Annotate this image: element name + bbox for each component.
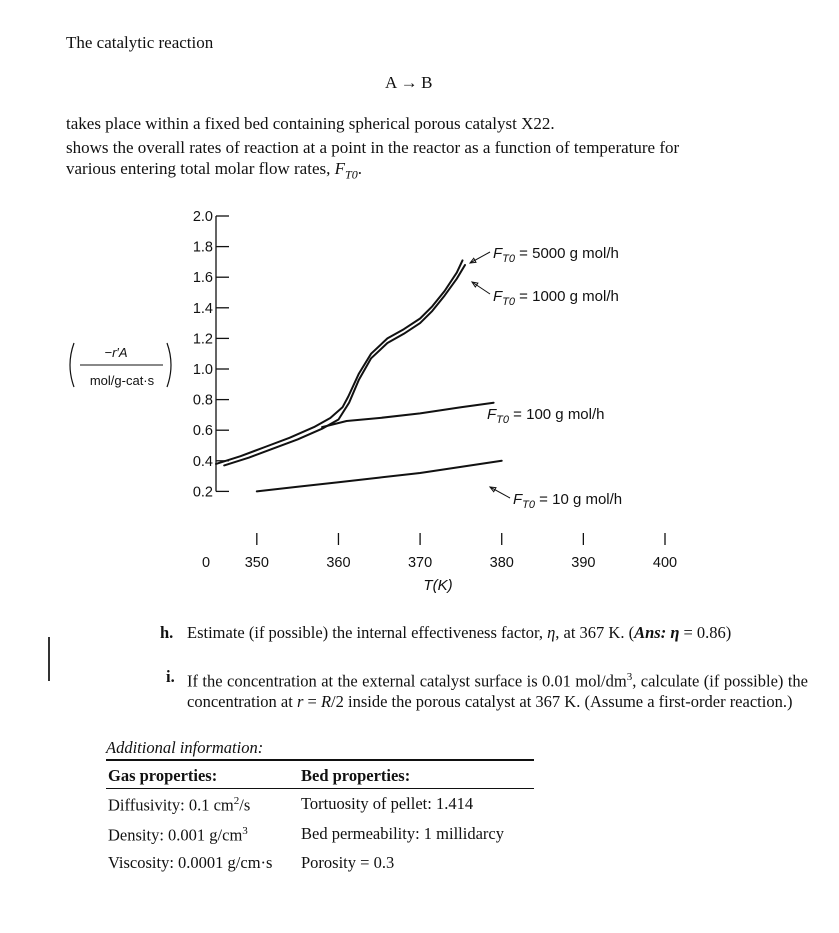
bed-properties-header: Bed properties: bbox=[301, 766, 411, 785]
series-label-arrow-0 bbox=[470, 252, 490, 263]
x-axis bbox=[202, 533, 677, 571]
y-axis-label bbox=[70, 343, 171, 388]
series-label-arrowhead-0 bbox=[470, 258, 476, 263]
series-line-0 bbox=[216, 260, 463, 464]
y-tick-label: 1.8 bbox=[192, 239, 213, 256]
y-tick-label: 1.4 bbox=[192, 300, 213, 317]
y-tick-label: 1.6 bbox=[192, 270, 213, 287]
diffusivity-text: Diffusivity: 0.1 cm bbox=[108, 795, 234, 815]
density-sup: 3 bbox=[242, 825, 248, 837]
rate-vs-temperature-chart bbox=[0, 195, 839, 615]
y-tick-label: 0.2 bbox=[192, 484, 213, 501]
density-text: Density: 0.001 g/cm bbox=[108, 825, 243, 845]
question-h-text-c: = 0.86) bbox=[679, 623, 732, 642]
series-labels bbox=[470, 245, 622, 511]
x-tick-label: 360 bbox=[326, 555, 351, 571]
table-top-rule bbox=[106, 759, 534, 761]
gas-properties-header: Gas properties: bbox=[108, 766, 218, 785]
y-label-right-paren bbox=[167, 343, 171, 387]
intro-line-1: The catalytic reaction bbox=[66, 33, 214, 52]
series-label-2: $F_{T0} = 100$ g mol/h bbox=[487, 406, 605, 426]
y-label-numerator: −r′A bbox=[104, 345, 128, 360]
gas-property-density bbox=[108, 825, 248, 846]
y-axis bbox=[193, 209, 229, 500]
question-h-letter: h. bbox=[160, 623, 174, 642]
gas-property-diffusivity bbox=[108, 795, 250, 816]
table-header-rule bbox=[106, 788, 534, 789]
y-label-denominator: mol/g-cat·s bbox=[89, 373, 155, 388]
intro-line-2: takes place within a fixed bed containing spherical porous catalyst X22. bbox=[66, 114, 555, 133]
bed-property-permeability: Bed permeability: 1 millidarcy bbox=[301, 824, 504, 843]
y-tick-label: 0.8 bbox=[192, 392, 213, 409]
question-h-text-b: , at 367 K. ( bbox=[555, 623, 635, 642]
eta-symbol: η bbox=[547, 623, 556, 642]
question-i-text-a: If the concentration at the external catalyst surface is 0.01 mol/dm bbox=[187, 671, 627, 691]
y-tick-label: 0.4 bbox=[192, 453, 213, 470]
bed-property-porosity: Porosity = 0.3 bbox=[301, 853, 395, 872]
question-i-text-b: , calculate (if possible) the concentration at bbox=[187, 671, 808, 711]
intro-line-4 bbox=[66, 158, 362, 185]
series-label-arrow-1 bbox=[472, 282, 490, 294]
ft0-subscript: T0 bbox=[345, 167, 358, 182]
intro-line-3: shows the overall rates of reaction at a point in the reactor as a function of temperature for bbox=[66, 138, 680, 157]
x-origin-label: 0 bbox=[201, 555, 211, 571]
bed-property-tortuosity: Tortuosity of pellet: 1.414 bbox=[301, 794, 474, 813]
intro-line-4-suffix: . bbox=[357, 159, 362, 178]
x-tick-label: 370 bbox=[407, 555, 433, 571]
y-tick-label: 2.0 bbox=[192, 209, 213, 225]
x-tick-label: 380 bbox=[489, 555, 514, 571]
x-axis-label: T(K) bbox=[423, 577, 453, 594]
question-h-body bbox=[187, 623, 808, 643]
y-tick-label: 0.6 bbox=[192, 423, 213, 440]
series-group bbox=[216, 260, 502, 491]
question-i-eq: = bbox=[303, 691, 321, 711]
y-tick-label: 1.2 bbox=[192, 331, 213, 348]
series-line-1 bbox=[224, 265, 465, 465]
ft0-symbol: F bbox=[334, 159, 346, 178]
x-tick-label: 350 bbox=[244, 555, 269, 571]
series-label-3: $F_{T0} = 10$ g mol/h bbox=[513, 491, 623, 511]
gas-property-viscosity: Viscosity: 0.0001 g/cm·s bbox=[108, 853, 273, 872]
series-line-3 bbox=[257, 461, 502, 492]
x-tick-label: 400 bbox=[652, 555, 678, 571]
series-label-arrow-3 bbox=[490, 487, 510, 498]
diffusivity-tail: /s bbox=[239, 795, 251, 815]
question-h-text-a: Estimate (if possible) the internal effectiveness factor, bbox=[187, 623, 548, 642]
series-label-arrowhead-3 bbox=[490, 487, 496, 492]
radius-R: R bbox=[320, 691, 332, 711]
additional-info-heading: Additional information: bbox=[106, 738, 264, 757]
series-label-1: $F_{T0} = 1000$ g mol/h bbox=[493, 288, 619, 308]
diffusivity-sup: 2 bbox=[233, 795, 240, 807]
question-i-sup: 3 bbox=[626, 671, 633, 683]
y-tick-label: 1.0 bbox=[192, 362, 213, 378]
question-i-body bbox=[187, 667, 808, 712]
y-label-left-paren bbox=[70, 343, 74, 387]
intro-line-4-prefix: various entering total molar flow rates, bbox=[66, 159, 335, 178]
series-label-0: $F_{T0} = 5000$ g mol/h bbox=[493, 245, 619, 265]
answer-label: Ans: η bbox=[634, 623, 680, 642]
question-i-text-c: /2 inside the porous catalyst at 367 K. (Assume a first-order reaction.) bbox=[331, 691, 793, 711]
question-i-letter: i. bbox=[166, 667, 175, 686]
reaction-equation: A → B bbox=[385, 73, 433, 92]
text-cursor bbox=[48, 637, 50, 681]
x-tick-label: 390 bbox=[571, 555, 596, 571]
radius-r: r bbox=[296, 691, 304, 711]
